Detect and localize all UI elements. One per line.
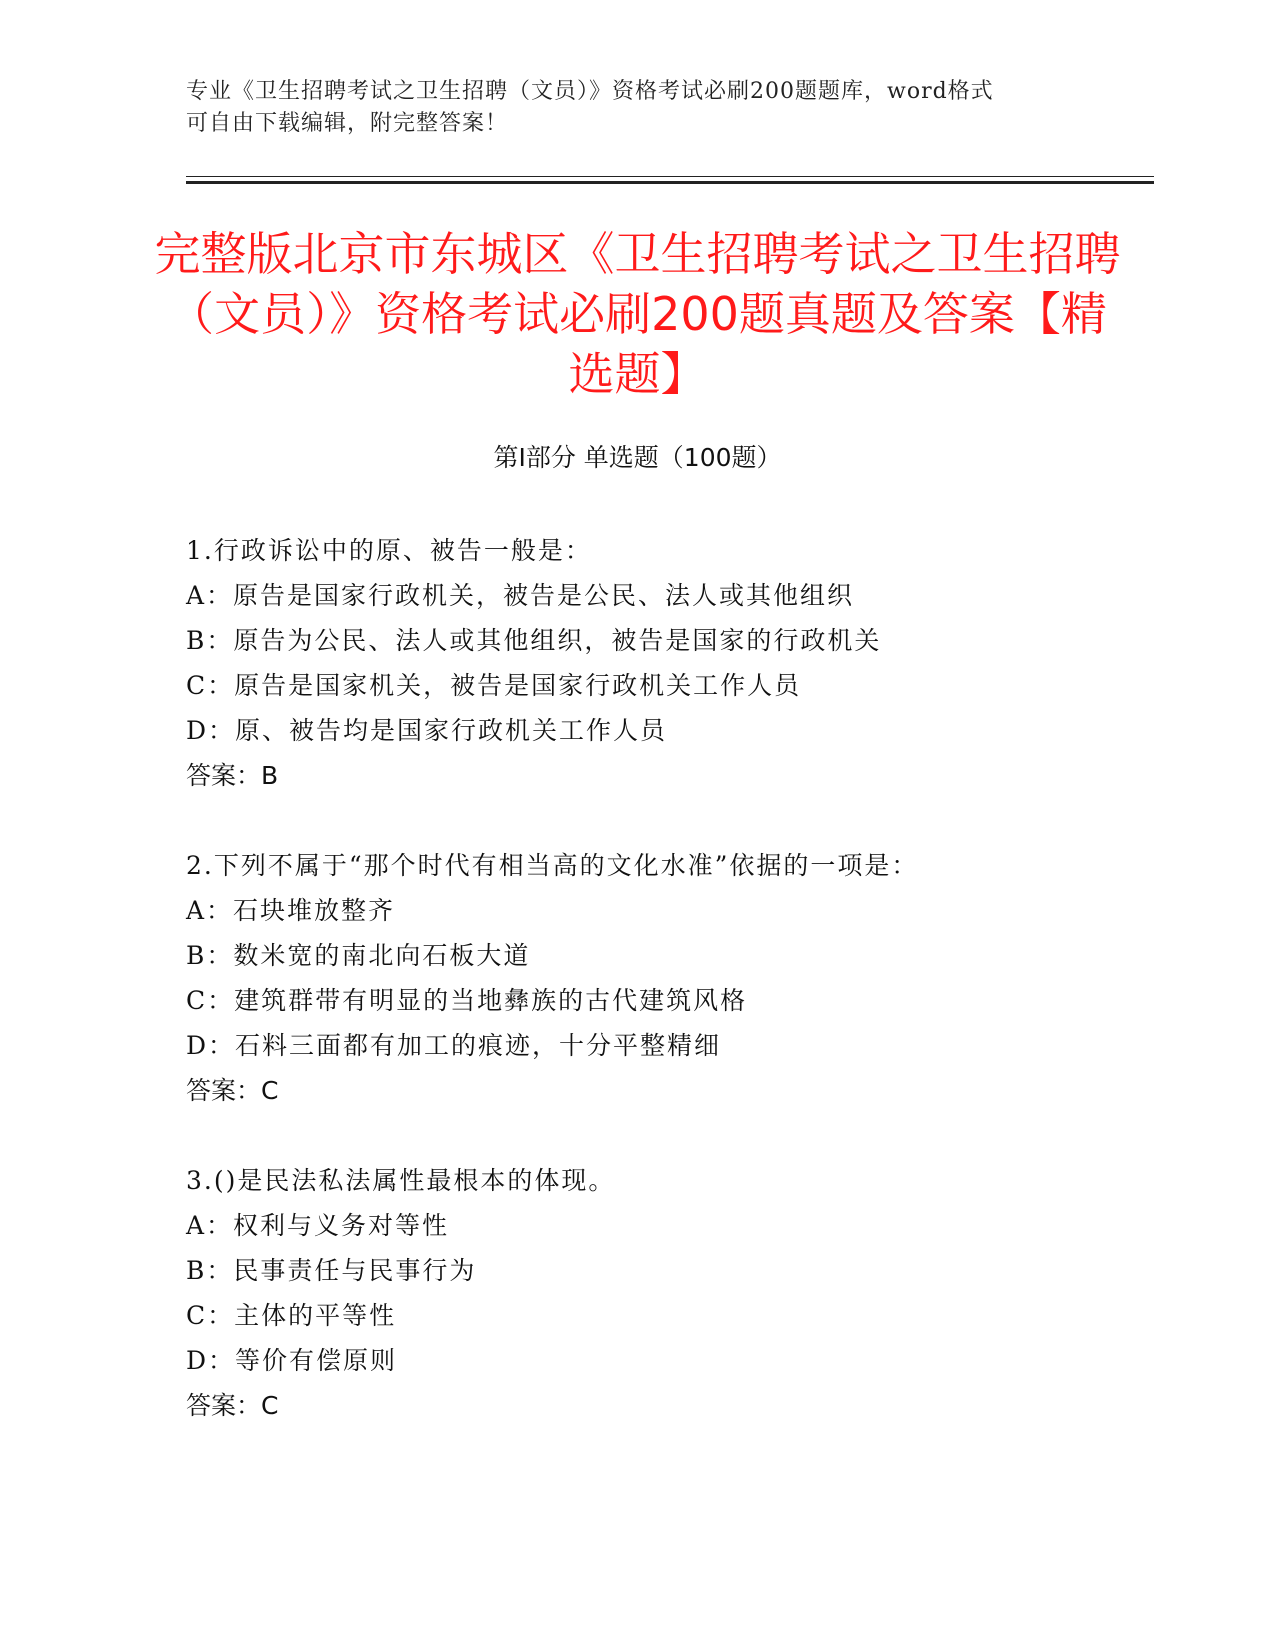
option-b: B：数米宽的南北向石板大道 bbox=[186, 941, 531, 970]
section-title: 第Ⅰ部分 单选题（100题） bbox=[493, 443, 782, 472]
answer-line: 答案：B bbox=[186, 761, 279, 790]
question-stem: 2.下列不属于“那个时代有相当高的文化水准”依据的一项是： bbox=[186, 851, 919, 880]
question-stem: 3.()是民法私法属性最根本的体现。 bbox=[186, 1166, 616, 1195]
document-title: 完整版北京市东城区《卫生招聘考试之卫生招聘（文员）》资格考试必刷200题真题及答案【精选题】 bbox=[154, 227, 1121, 401]
option-d: D：等价有偿原则 bbox=[186, 1346, 398, 1375]
question-1 bbox=[186, 528, 1146, 798]
question-list bbox=[186, 528, 1146, 1473]
header-divider-thick bbox=[186, 181, 1154, 184]
option-d: D：原、被告均是国家行政机关工作人员 bbox=[186, 716, 668, 745]
answer-line: 答案：C bbox=[186, 1391, 279, 1420]
header-note-line-2: 可自由下载编辑，附完整答案！ bbox=[186, 111, 509, 136]
option-b: B：民事责任与民事行为 bbox=[186, 1256, 477, 1285]
option-a: A：权利与义务对等性 bbox=[186, 1211, 450, 1240]
header-divider-thin bbox=[186, 176, 1154, 177]
question-2 bbox=[186, 843, 1146, 1113]
answer-line: 答案：C bbox=[186, 1076, 279, 1105]
option-a: A：原告是国家行政机关，被告是公民、法人或其他组织 bbox=[186, 581, 855, 610]
option-c: C：主体的平等性 bbox=[186, 1301, 397, 1330]
header-note bbox=[186, 76, 1086, 140]
option-c: C：原告是国家机关，被告是国家行政机关工作人员 bbox=[186, 671, 802, 700]
header-note-line-1: 专业《卫生招聘考试之卫生招聘（文员）》资格考试必刷200题题库，word格式 bbox=[186, 79, 994, 104]
option-d: D：石料三面都有加工的痕迹，十分平整精细 bbox=[186, 1031, 722, 1060]
option-c: C：建筑群带有明显的当地彝族的古代建筑风格 bbox=[186, 986, 748, 1015]
question-3 bbox=[186, 1158, 1146, 1428]
option-a: A：石块堆放整齐 bbox=[186, 896, 396, 925]
option-b: B：原告为公民、法人或其他组织，被告是国家的行政机关 bbox=[186, 626, 882, 655]
question-stem: 1.行政诉讼中的原、被告一般是： bbox=[186, 536, 592, 565]
